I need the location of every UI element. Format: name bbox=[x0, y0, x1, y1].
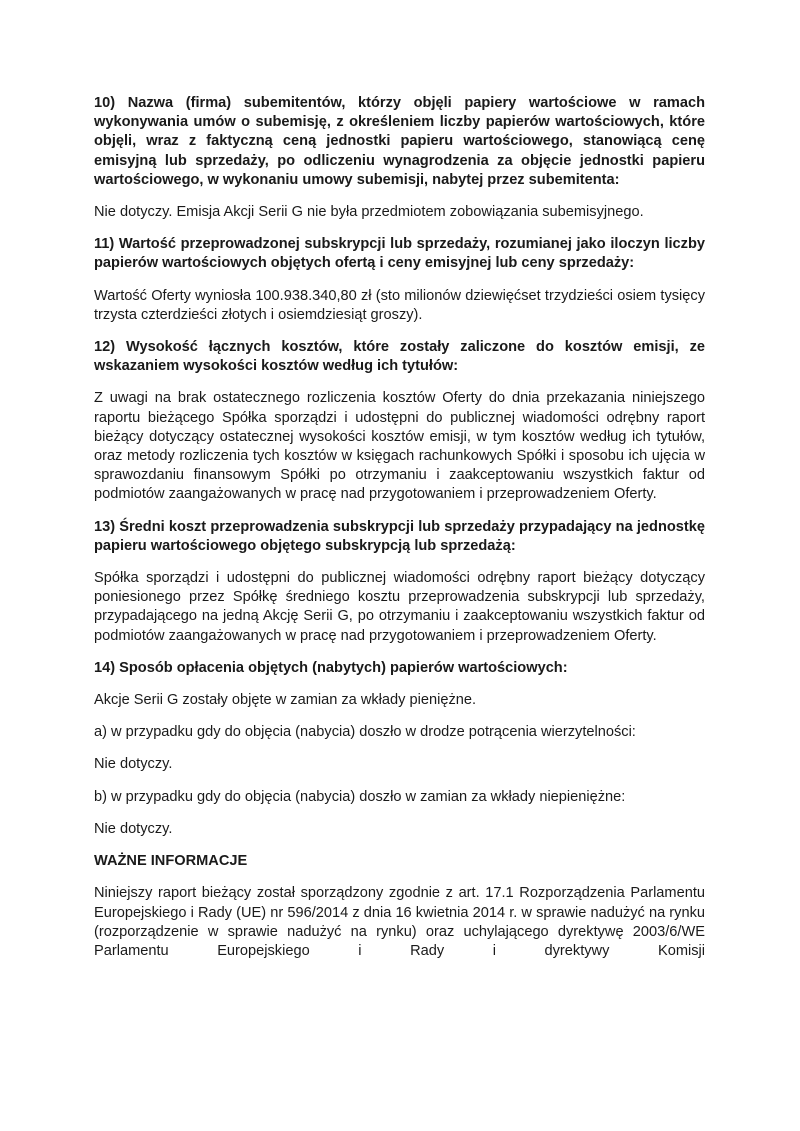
important-heading: WAŻNE INFORMACJE bbox=[94, 853, 248, 870]
section-11-text: Wartość Oferty wyniosła 100.938.340,80 zł (sto milionów dziewięćset trzydzieści osiem tysięcy trzysta czterdzieści złotych i osiemdziesiąt groszy). bbox=[94, 287, 705, 323]
section-12-text: Z uwagi na brak ostatecznego rozliczenia kosztów Oferty do dnia przekazania niniejszego raportu bieżącego Spółka sporządzi i udostępni do publicznej wiadomości odrębny raport bieżący dotyczący ostatecznej wysokości kosztów emisji, w tym kosztów według ich tytułów, oraz metody rozliczenia tych kosztów w księgach rachunkowych Spółki i sposobu ich ujęcia w sprawozdaniu finansowym Spółki po otrzymaniu i zaakceptowaniu wszystkich faktur od podmiotów zaangażowanych w pracę nad przygotowaniem i przeprowadzeniem Oferty. bbox=[94, 390, 705, 503]
section-13-text: Spółka sporządzi i udostępni do publicznej wiadomości odrębny raport bieżący dotyczący poniesionego przez Spółkę średniego kosztu przeprowadzenia subskrypcji lub sprzedaży, przypadającego na jedną Akcję Serii G, po otrzymaniu i zaakceptowaniu wszystkich faktur od podmiotów zaangażowanych w pracę nad przygotowaniem i przeprowadzeniem Oferty. bbox=[94, 570, 705, 644]
section-14-text-a-answer: Nie dotyczy. bbox=[94, 756, 173, 773]
section-14-text-a: a) w przypadku gdy do objęcia (nabycia) doszło w drodze potrącenia wierzytelności: bbox=[94, 724, 636, 741]
section-14-heading: 14) Sposób opłacenia objętych (nabytych) papierów wartościowych: bbox=[94, 659, 568, 676]
important-text: Niniejszy raport bieżący został sporządzony zgodnie z art. 17.1 Rozporządzenia Parlamentu Europejskiego i Rady (UE) nr 596/2014 z dnia 16 kwietnia 2014 r. w sprawie nadużyć na rynku (rozporządzenie w sprawie nadużyć na rynku) oraz uchylającego dyrektywę 2003/6/WE Parlamentu Europejskiego i Rady i dyrektywy Komisji bbox=[94, 885, 705, 959]
section-14-text-1: Akcje Serii G zostały objęte w zamian za wkłady pieniężne. bbox=[94, 692, 477, 709]
section-13-heading: 13) Średni koszt przeprowadzenia subskrypcji lub sprzedaży przypadający na jednostkę papieru wartościowego objętego subskrypcją lub sprzedażą: bbox=[94, 518, 705, 554]
section-14-text-b: b) w przypadku gdy do objęcia (nabycia) doszło w zamian za wkłady niepieniężne: bbox=[94, 788, 626, 805]
section-10-heading: 10) Nazwa (firma) subemitentów, którzy objęli papiery wartościowe w ramach wykonywania umów o subemisję, z określeniem liczby papierów wartościowych, które objęli, wraz z faktyczną ceną jednostki papieru wartościowego, stanowiącą cenę emisyjną lub sprzedaży, po odliczeniu wynagrodzenia za objęcie jednostki papieru wartościowego, w wykonaniu umowy subemisji, nabytej przez subemitenta: bbox=[94, 95, 705, 188]
section-14-text-b-answer: Nie dotyczy. bbox=[94, 820, 173, 837]
section-11-heading: 11) Wartość przeprowadzonej subskrypcji lub sprzedaży, rozumianej jako iloczyn liczby papierów wartościowych objętych ofertą i ceny emisyjnej lub ceny sprzedaży: bbox=[94, 236, 705, 272]
section-12-heading: 12) Wysokość łącznych kosztów, które zostały zaliczone do kosztów emisji, ze wskazaniem wysokości kosztów według ich tytułów: bbox=[94, 339, 705, 375]
document-page bbox=[94, 94, 705, 961]
section-10-text: Nie dotyczy. Emisja Akcji Serii G nie była przedmiotem zobowiązania subemisyjnego. bbox=[94, 204, 644, 221]
